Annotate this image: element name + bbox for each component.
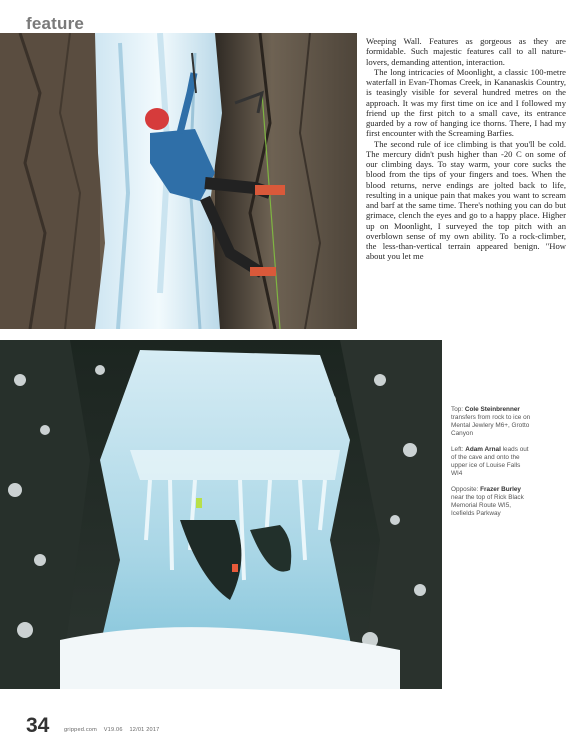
footer-info [64,727,164,733]
caption-text: near the top of Rick Black Memorial Route WI5, Icefields Parkway [451,494,524,517]
footer-site: gripped.com [64,727,97,733]
photo-captions [451,406,531,526]
article-paragraph: Weeping Wall. Features as gorgeous as they are formidable. Such majestic features call to all nature-lovers, demanding attention, interaction. [366,36,566,67]
page-number: 34 [26,714,50,737]
caption-name: Cole Steinbrenner [464,406,520,413]
article-paragraph: The second rule of ice climbing is that you'll be cold. The mercury didn't push higher than -20 C on some of our climbing days. To stay warm, your core sucks the blood from the tips of your fingers and toes. When the blood returns, nerve endings are jolted back to life, resulting in a unique pain that makes you want to scream and barf at the same time. There's nothing you can do but grimace, clench the eyes and go to a happy place. Higher up on Moonlight, I surveyed the top pitch with an overblown sense of my own ability. To a rock-climber, the less-than-vertical terrain appeared benign. "How about you let me [366,138,566,262]
footer-volume: V19.06 [103,727,123,733]
caption-name: Frazer Burley [480,486,521,493]
top-photo [0,33,357,329]
article-body [366,36,566,332]
waterfall-photo [0,340,442,689]
caption-prefix: Top: [451,406,465,413]
caption-text: transfers from rock to ice on Mental Jewlery M6+, Grotto Canyon [451,414,531,437]
caption-name: Adam Arnal [465,446,501,453]
caption-top [451,406,531,438]
caption-opposite [451,486,531,518]
caption-text: leads out of the cave and onto the upper ice of Louise Falls WI4 [451,446,529,477]
caption-prefix: Left: [451,446,466,453]
article-paragraph: The long intricacies of Moonlight, a classic 100-metre waterfall in Evan-Thomas Creek, in Kananaskis Country, is teasingly visible for several hundred metres on the approach. It was my first time on ice and I followed my friend up the first pitch to a small cave, its entrance guarded by a row of hanging ice thorns. There, I had my first encounter with the Screaming Barfies. [366,66,566,139]
section-title: feature [26,14,85,33]
caption-prefix: Opposite: [451,486,481,493]
footer-date: 12/01 2017 [129,727,160,733]
caption-left [451,446,531,478]
